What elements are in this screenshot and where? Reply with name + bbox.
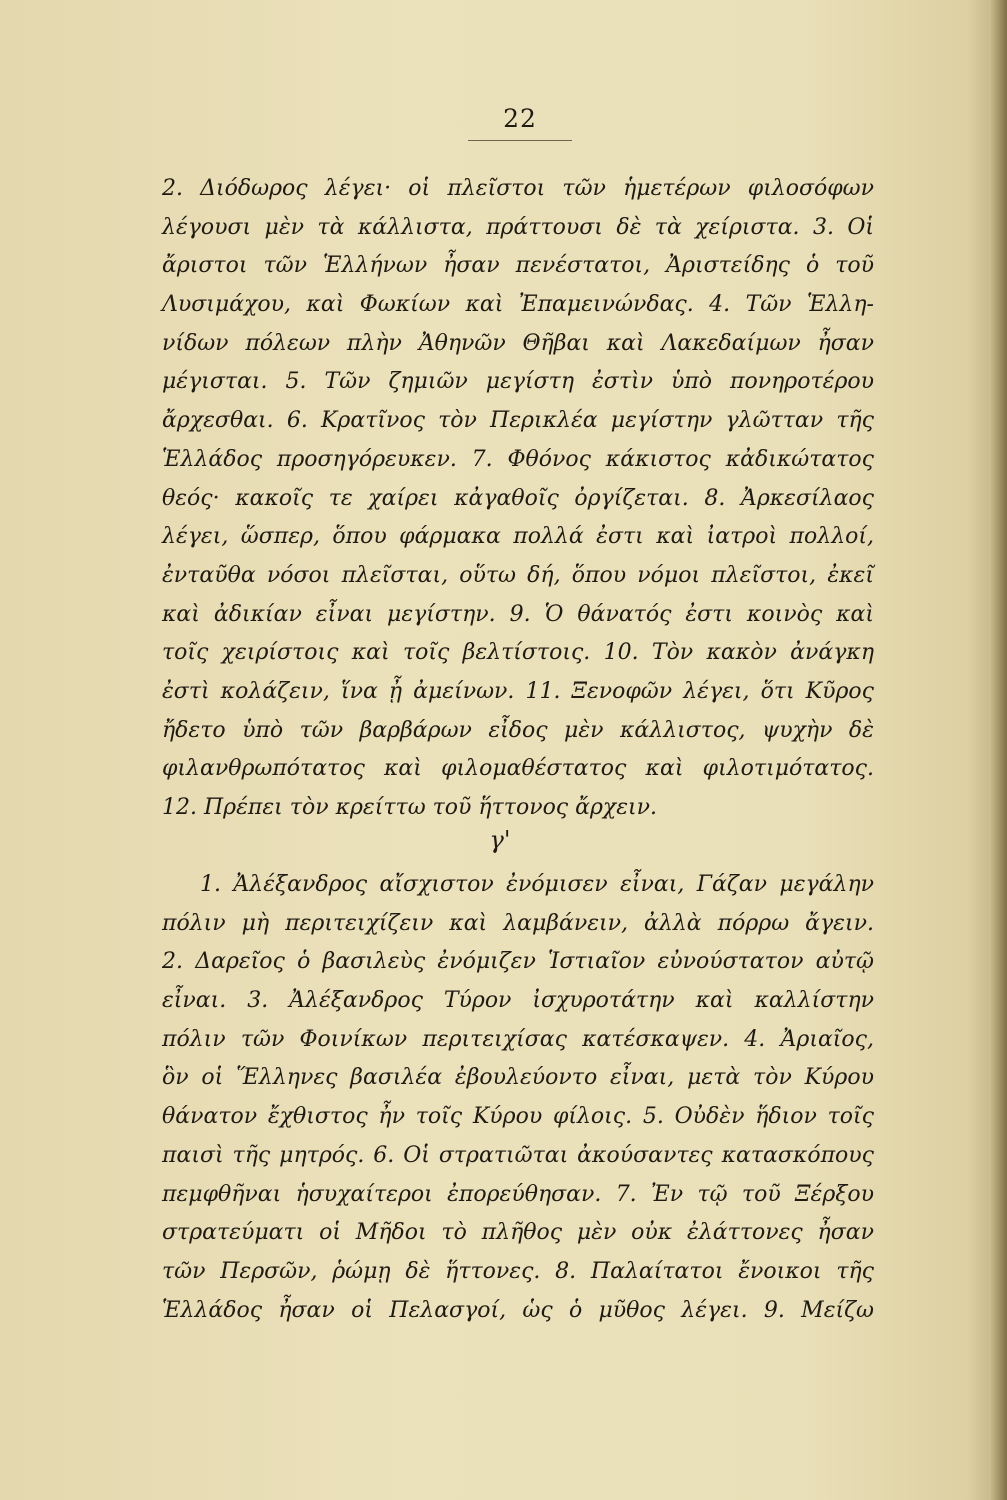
text-line: φιλανθρωπότατος καὶ φιλομαθέστατος καὶ φιλοτιμότατος. [162,756,874,782]
text-line: ἐστὶ κολάζειν, ἵνα ᾖ ἀμείνων. 11. Ξενοφῶν λέγει, ὅτι Κῦρος [162,678,874,704]
page-number: 22 [503,104,537,133]
text-line: ὃν οἱ Ἕλληνες βασιλέα ἐβουλεύοντο εἶναι, μετὰ τὸν Κύρου [162,1065,874,1091]
text-line: πεμφθῆναι ἡσυχαίτεροι ἐπορεύθησαν. 7. Ἐν τῷ τοῦ Ξέρξου [162,1181,874,1207]
text-line: τοῖς χειρίστοις καὶ τοῖς βελτίστοις. 10. Τὸν κακὸν ἀνάγκη [162,640,874,666]
text-line: λέγουσι μὲν τὰ κάλλιστα, πράττουσι δὲ τὰ χείριστα. 3. Οἱ [162,214,874,240]
text-line: Ἑλλάδος ἦσαν οἱ Πελασγοί, ὡς ὁ μῦθος λέγει. 9. Μείζω [162,1297,874,1323]
text-line: Ἑλλάδος προσηγόρευκεν. 7. Φθόνος κάκιστος κἀδικώτατος [162,446,874,472]
text-line: πόλιν τῶν Φοινίκων περιτειχίσας κατέσκαψεν. 4. Ἀριαῖος, [162,1026,874,1052]
text-line: στρατεύματι οἱ Μῆδοι τὸ πλῆθος μὲν οὐκ ἐλάττονες ἦσαν [162,1220,874,1246]
text-line: 12. Πρέπει τὸν κρείττω τοῦ ἥττονος ἄρχειν. [162,795,658,820]
text-line: 2. Δαρεῖος ὁ βασιλεὺς ἐνόμιζεν Ἱστιαῖον εὐνούστατον αὐτῷ [162,949,874,975]
text-line: τῶν Περσῶν, ῥώμῃ δὲ ἥττονες. 8. Παλαίτατοι ἔνοικοι τῆς [162,1258,874,1284]
text-line: λέγει, ὥσπερ, ὅπου φάρμακα πολλά ἐστι καὶ ἰατροὶ πολλοί, [162,524,874,550]
text-line: Λυσιμάχου, καὶ Φωκίων καὶ Ἐπαμεινώνδας. 4. Τῶν Ἑλλη- [162,292,874,318]
text-line: ἤδετο ὑπὸ τῶν βαρβάρων εἶδος μὲν κάλλιστος, ψυχὴν δὲ [162,717,874,743]
page-number-rule [468,140,572,141]
text-line: πόλιν μὴ περιτειχίζειν καὶ λαμβάνειν, ἀλλὰ πόρρω ἄγειν. [162,910,874,936]
text-line: μέγισται. 5. Τῶν ζημιῶν μεγίστη ἐστὶν ὑπὸ πονηροτέρου [162,369,874,395]
text-line: παισὶ τῆς μητρός. 6. Οἱ στρατιῶται ἀκούσαντες κατασκόπους [162,1142,874,1168]
paragraph-block-2 [162,866,874,1330]
text-line: θάνατον ἔχθιστος ἦν τοῖς Κύρου φίλοις. 5. Οὐδὲν ἥδιον τοῖς [162,1104,874,1130]
text-line: ἄρχεσθαι. 6. Κρατῖνος τὸν Περικλέα μεγίστην γλῶτταν τῆς [162,408,874,434]
text-line: θεός· κακοῖς τε χαίρει κἀγαθοῖς ὀργίζεται. 8. Ἀρκεσίλαος [162,485,874,511]
text-line: 2. Διόδωρος λέγει· οἱ πλεῖστοι τῶν ἡμετέρων φιλοσόφων [162,176,874,201]
section-heading: γ' [489,826,511,854]
text-line: εἶναι. 3. Ἀλέξανδρος Τύρον ἰσχυροτάτην καὶ καλλίστην [162,988,874,1014]
text-line: καὶ ἀδικίαν εἶναι μεγίστην. 9. Ὁ θάνατός ἐστι κοινὸς καὶ [162,601,874,627]
text-line: 1. Ἀλέξανδρος αἴσχιστον ἐνόμισεν εἶναι, Γάζαν μεγάλην [200,872,874,897]
book-spine-shadow [989,0,1007,1500]
paragraph-block-1 [162,170,874,828]
text-line: ἐνταῦθα νόσοι πλεῖσται, οὕτω δή, ὅπου νόμοι πλεῖστοι, ἐκεῖ [162,562,874,588]
text-line: ἄριστοι τῶν Ἑλλήνων ἦσαν πενέστατοι, Ἀριστείδης ὁ τοῦ [162,253,874,279]
text-line: νίδων πόλεων πλὴν Ἀθηνῶν Θῆβαι καὶ Λακεδαίμων ἦσαν [162,330,874,356]
